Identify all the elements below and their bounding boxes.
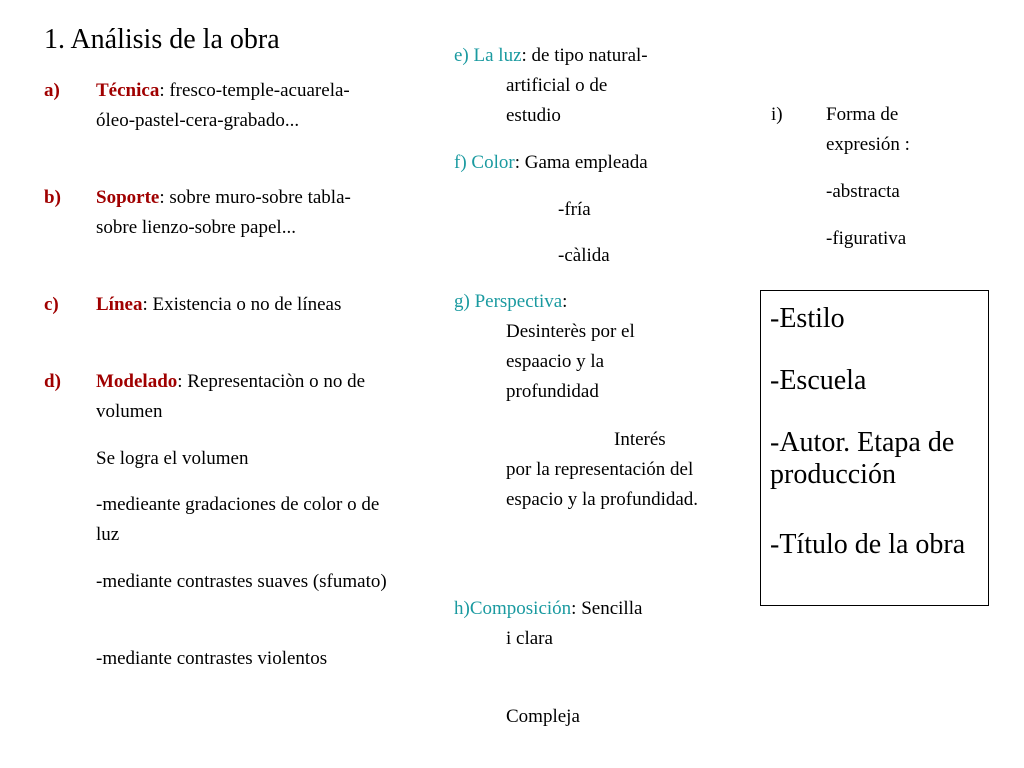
option-fria: -fría: [558, 199, 591, 220]
option-compleja: Compleja: [506, 706, 580, 727]
item-label: a): [44, 80, 60, 101]
item-key: e) La luz: [454, 45, 522, 66]
item-desc: : Representaciòn o no de volumen: [96, 371, 366, 422]
option-abstracta: -abstracta: [826, 181, 900, 202]
item-label: c): [44, 294, 59, 315]
item-text: [96, 367, 406, 427]
page-title: 1. Análisis de la obra: [44, 24, 280, 55]
option-figurativa: -figurativa: [826, 228, 907, 249]
item-desc: : Gama empleada: [514, 152, 648, 173]
item-forma: Forma de expresión :: [826, 104, 910, 155]
item-color: [454, 148, 754, 178]
paragraph: -medieante gradaciones de color o de luz: [96, 494, 380, 545]
item-key: f) Color: [454, 152, 515, 173]
item-desc: : Sencilla: [571, 598, 643, 619]
item-perspectiva: [454, 287, 704, 317]
item-label: d): [44, 371, 61, 392]
item-perspectiva-cont: Desinterès por el espaacio y la profundidad: [506, 321, 635, 402]
item-label: b): [44, 187, 61, 208]
interes-label: Interés: [614, 429, 666, 450]
item-key: g) Perspectiva: [454, 291, 563, 312]
option-calida: -càlida: [558, 245, 610, 266]
item-composicion-cont: i clara: [506, 628, 553, 649]
paragraph: Se logra el volumen: [96, 448, 249, 469]
interes-cont: por la representación del espacio y la profundidad.: [506, 459, 699, 510]
item-key: Soporte: [96, 187, 160, 208]
box-line: -Escuela: [770, 365, 867, 396]
item-desc: : fresco-temple-acuarela-óleo-pastel-cera-grabado...: [96, 80, 350, 131]
box-line: -Autor. Etapa de producción: [770, 427, 955, 490]
item-desc: : Existencia o no de líneas: [142, 294, 342, 315]
item-luz: [454, 41, 734, 71]
box-line: -Título de la obra: [770, 529, 966, 560]
item-desc: :: [562, 291, 568, 312]
item-desc: : de tipo natural-: [521, 45, 648, 66]
item-key: h)Composición: [454, 598, 572, 619]
item-text: [96, 183, 386, 243]
item-desc: : sobre muro-sobre tabla-sobre lienzo-sobre papel...: [96, 187, 351, 238]
paragraph: -mediante contrastes suaves (sfumato): [96, 571, 387, 592]
item-composicion: [454, 594, 734, 624]
item-key: Línea: [96, 294, 143, 315]
item-text: [96, 76, 366, 136]
boxed-list: [760, 290, 989, 606]
paragraph: -mediante contrastes violentos: [96, 648, 328, 669]
item-key: Modelado: [96, 371, 178, 392]
item-luz-cont: artificial o de estudio: [506, 75, 608, 126]
item-key: Técnica: [96, 80, 160, 101]
box-line: -Estilo: [770, 303, 845, 334]
item-text: [96, 290, 376, 320]
item-label: i): [771, 104, 783, 125]
